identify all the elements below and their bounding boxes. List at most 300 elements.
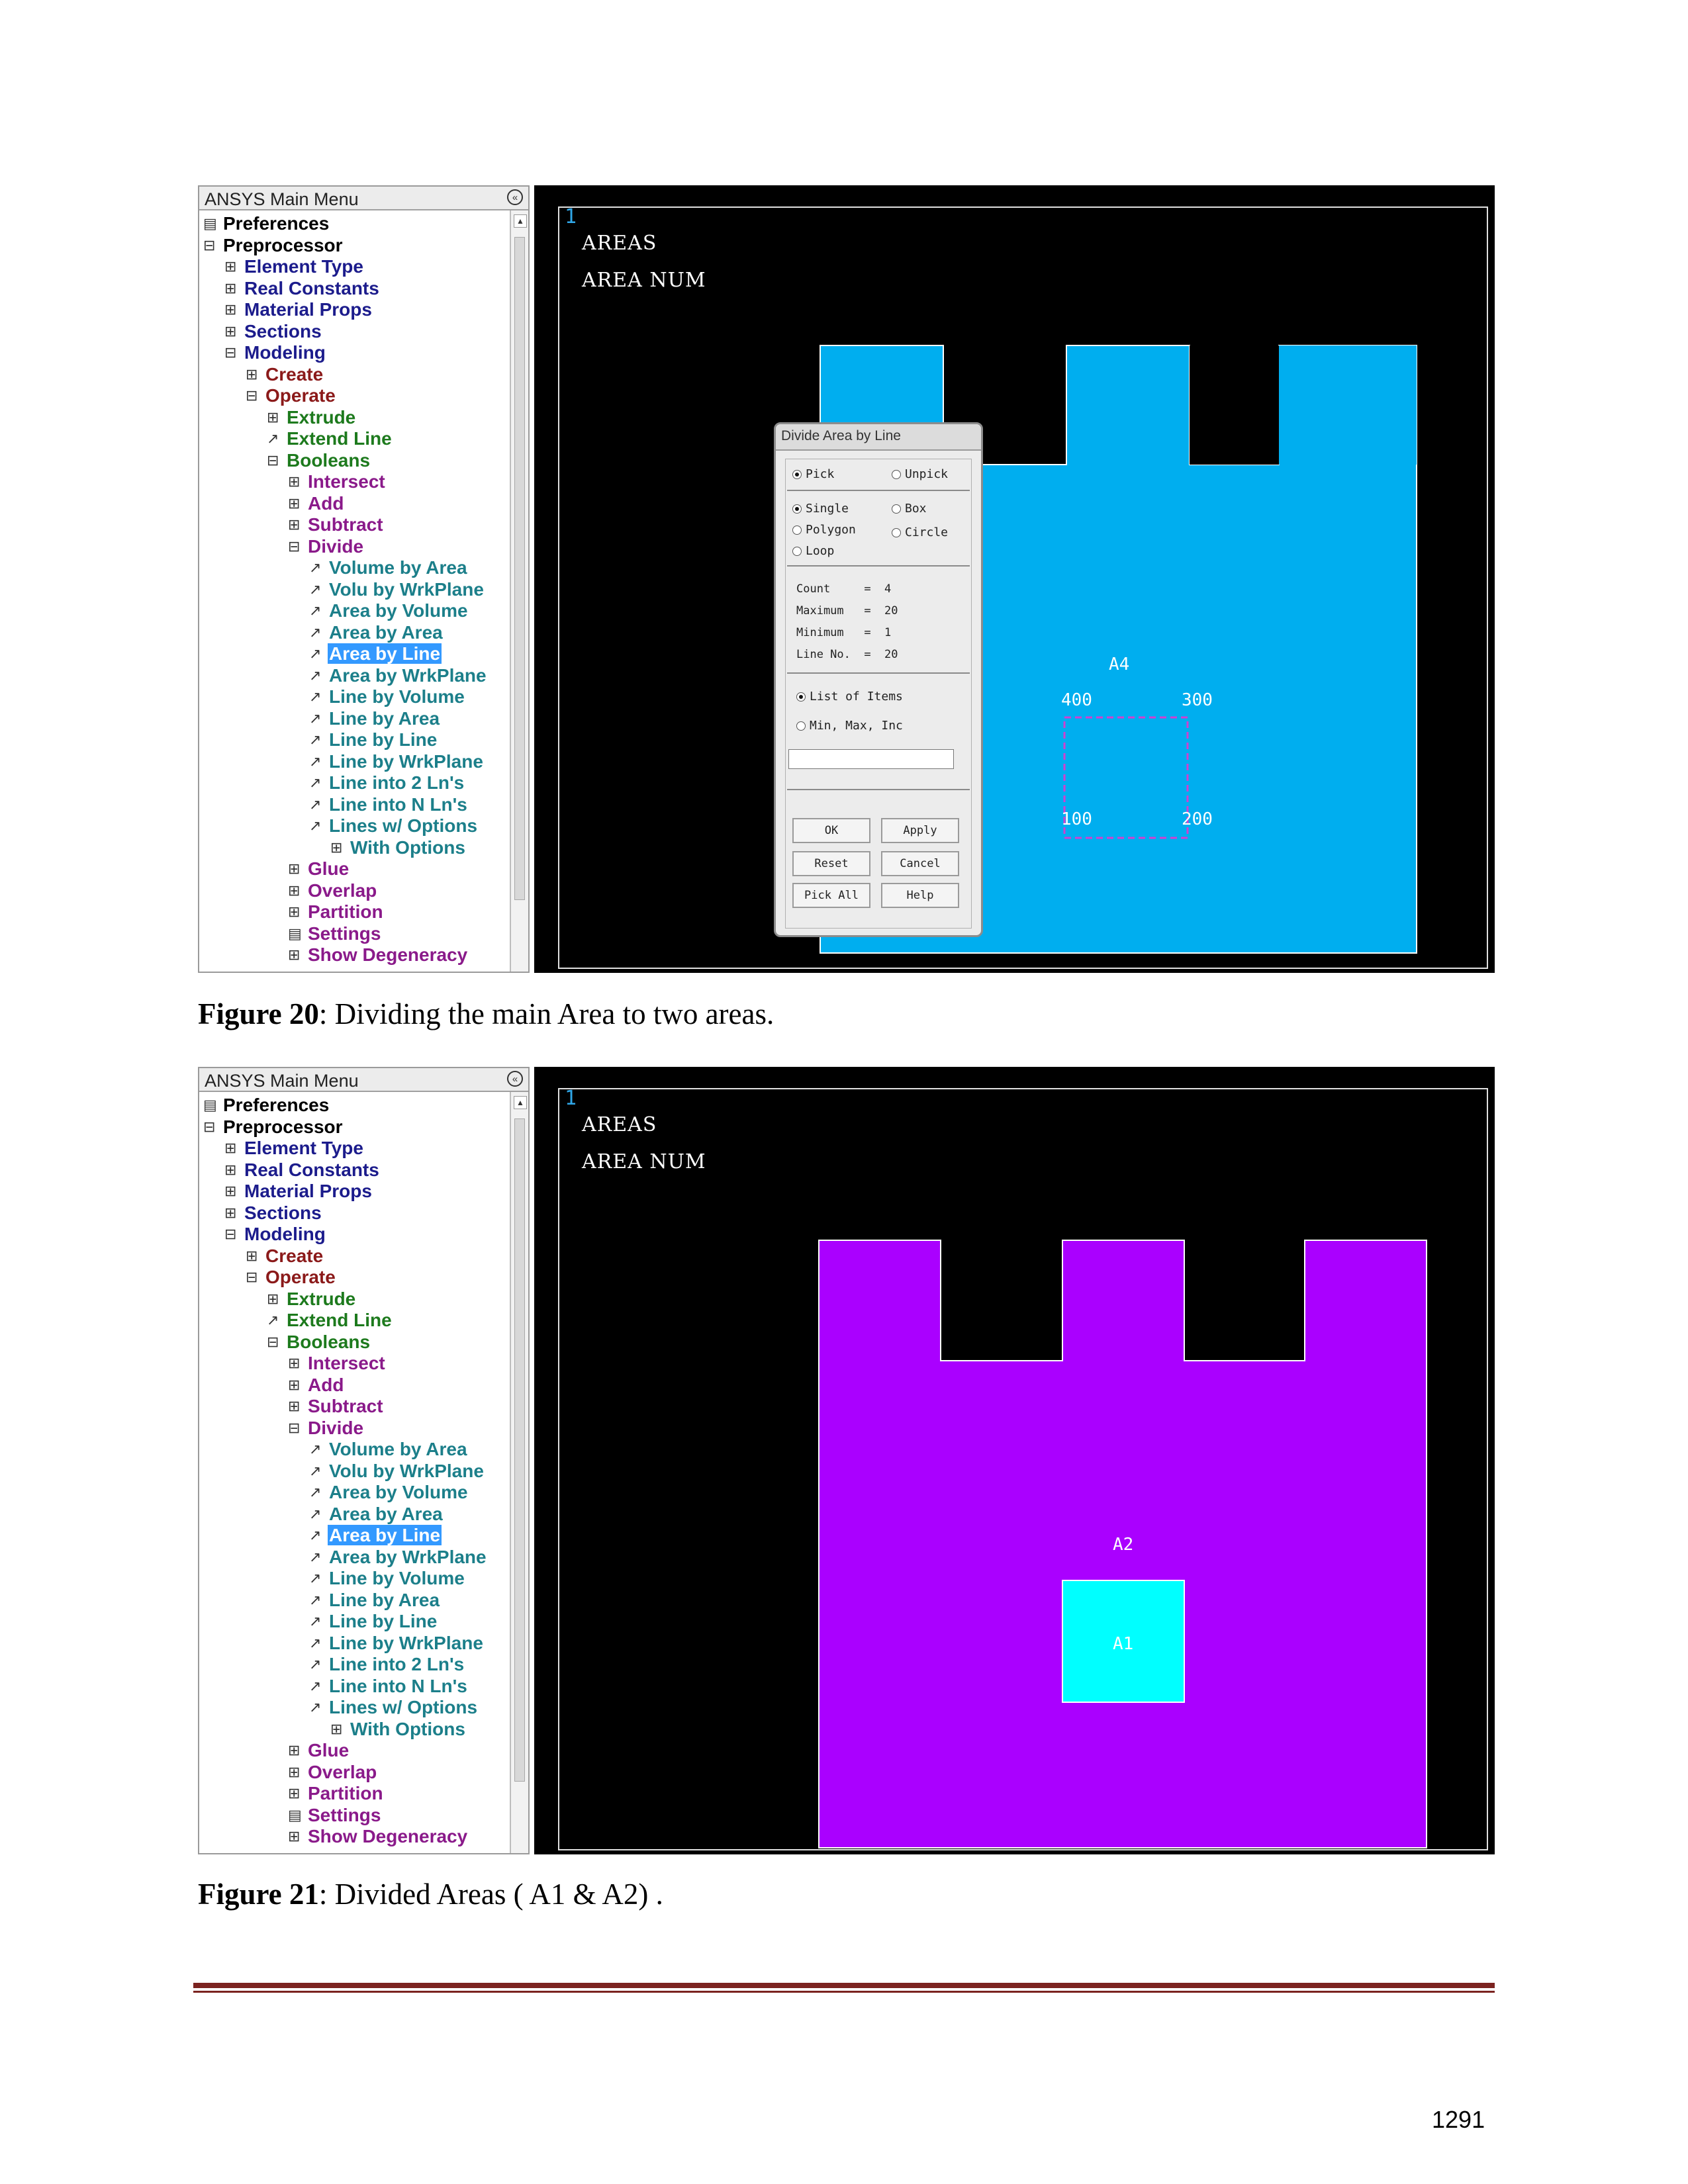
menu-item[interactable] [267,450,371,471]
menu-item[interactable] [288,1375,345,1396]
menu-item-label: Booleans [287,449,371,471]
expand-node-icon: ⊞ [288,494,301,512]
menu-item-label: Line into N Ln's [329,1675,467,1696]
menu-item[interactable] [267,407,357,428]
action-arrow-icon: ↗ [309,731,322,748]
area-plot [534,1067,1495,1854]
caption-text: : Divided Areas ( A1 & A2) . [318,1878,663,1911]
unpick-label: Unpick [905,467,949,481]
expand-node-icon: ⊞ [330,1720,343,1737]
area-plot [534,185,1495,973]
menu-item-label: Real Constants [244,1159,379,1180]
line-number-value: Line No. = 20 [796,648,898,661]
collapse-icon[interactable]: « [507,1071,523,1087]
menu-item[interactable] [309,643,442,664]
action-arrow-icon: ↗ [309,796,322,813]
menu-item-label: Extrude [287,1288,356,1309]
expand-node-icon: ⊞ [224,258,237,275]
scroll-thumb[interactable] [514,1118,525,1782]
expand-node-icon: ⊞ [246,365,258,383]
menu-item[interactable] [288,944,469,966]
menu-item[interactable] [203,213,330,234]
menu-item-label: Show Degeneracy [308,944,468,965]
menu-item-label: Line into 2 Ln's [329,772,465,793]
figure-21 [198,1067,1495,1854]
keypoint-100: 100 [1061,809,1092,829]
menu-item[interactable] [224,1203,323,1224]
ansys-main-menu [198,185,530,973]
menu-item-label: Line by WrkPlane [329,1632,483,1653]
menu-item[interactable] [224,1138,365,1159]
menu-item[interactable] [309,1461,485,1482]
menu-item[interactable] [309,1633,485,1654]
dialog-title-bar [776,424,981,451]
expand-node-icon: ⊞ [288,860,301,877]
menu-item[interactable] [224,1181,373,1202]
action-arrow-icon: ↗ [309,623,322,641]
dialog-body [785,459,972,929]
menu-item[interactable] [288,1762,378,1783]
menu-item[interactable] [309,1525,442,1546]
menu-item-label: Operate [265,385,336,406]
action-arrow-icon: ↗ [309,774,322,791]
radio-icon [892,528,901,537]
menu-item-label: Preferences [223,1095,330,1115]
menu-item-label: Real Constants [244,277,379,298]
collapse-node-icon: ⊟ [203,1118,216,1135]
expand-node-icon: ⊞ [224,1183,237,1199]
menu-item-label: Add [308,492,344,514]
menu-item-label: Preprocessor [223,234,343,255]
menu-item[interactable] [267,428,393,449]
menu-item[interactable] [224,1224,327,1245]
polygon-label: Polygon [806,523,856,537]
radio-icon [892,470,901,479]
menu-item[interactable] [267,1332,371,1353]
pick-label: Pick [806,467,835,481]
plot-title-area-num: AREA NUM [582,269,706,292]
separator [787,789,970,790]
box-label: Box [905,502,927,516]
menu-title: ANSYS Main Menu [205,189,359,209]
separator [787,490,970,491]
menu-item-label: Line into N Ln's [329,794,467,815]
menu-title: ANSYS Main Menu [205,1071,359,1091]
keypoint-400: 400 [1061,690,1092,710]
action-arrow-icon: ↗ [309,645,322,662]
expand-node-icon: ⊞ [224,1140,237,1156]
divide-area-by-line-dialog [774,422,983,937]
action-arrow-icon: ↗ [309,1656,322,1672]
caption-label: Figure 20 [198,997,319,1030]
minimum-value: Minimum = 1 [796,626,892,639]
action-arrow-icon: ↗ [309,1570,322,1586]
radio-icon [792,547,802,556]
menu-item-label: Overlap [308,1761,377,1782]
menu-item[interactable] [288,1740,350,1761]
menu-item-label: Partition [308,901,383,922]
menu-item-label: Settings [308,923,381,944]
menu-item[interactable] [288,923,382,944]
menu-item[interactable] [309,1611,438,1632]
ansys-main-menu [198,1067,530,1854]
list-of-items-label: List of Items [810,690,903,704]
dialog-icon: ▤ [288,1806,302,1823]
dialog-title: Divide Area by Line [781,428,901,443]
menu-item[interactable] [288,471,387,492]
radio-icon [892,504,901,514]
menu-item-label: Area by Area [329,621,443,643]
menu-item-label: Lines w/ Options [329,815,478,836]
dialog-icon: ▤ [203,1097,217,1113]
menu-item-label: Area by WrkPlane [329,1546,487,1567]
page-number: 1291 [1432,2106,1485,2133]
expand-node-icon: ⊞ [288,473,301,490]
menu-item[interactable] [309,665,488,686]
loop-radio[interactable] [792,544,834,558]
menu-item-label: Area by WrkPlane [329,664,487,686]
menu-item-label: Material Props [244,299,372,320]
scroll-up-icon[interactable]: ▲ [514,1096,527,1109]
expand-node-icon: ⊞ [224,1204,237,1221]
expand-node-icon: ⊞ [267,408,279,426]
expand-node-icon: ⊞ [288,1355,301,1371]
collapse-icon[interactable]: « [507,189,523,205]
radio-selected-icon [796,692,806,702]
action-arrow-icon: ↗ [309,1441,322,1457]
single-radio[interactable] [792,502,849,516]
menu-item[interactable] [309,1482,469,1503]
menu-item[interactable] [288,1805,382,1826]
menu-item[interactable] [224,321,323,342]
menu-item-label: Operate [265,1267,336,1287]
menu-item[interactable] [288,1783,385,1804]
menu-item[interactable] [267,1310,393,1331]
expand-node-icon: ⊞ [267,1290,279,1307]
menu-item[interactable] [224,299,373,320]
menu-item-label: Volume by Area [329,557,467,578]
expand-node-icon: ⊞ [246,1247,258,1264]
plot-title-areas: AREAS [582,232,657,255]
menu-item[interactable] [203,1116,344,1138]
menu-item-label: Material Props [244,1181,372,1201]
menu-item-label: With Options [350,1718,465,1739]
expand-node-icon: ⊞ [224,279,237,296]
graphics-window[interactable] [534,185,1495,973]
menu-item[interactable] [224,342,327,363]
menu-item-label: Overlap [308,880,377,901]
menu-scrollbar[interactable] [510,210,528,973]
menu-item-label: Volu by WrkPlane [329,1460,484,1481]
menu-item[interactable] [309,1568,466,1589]
menu-item[interactable] [203,235,344,256]
action-arrow-icon: ↗ [309,688,322,705]
menu-item-label: Lines w/ Options [329,1697,478,1717]
action-arrow-icon: ↗ [309,1634,322,1651]
menu-item-label: Settings [308,1804,381,1825]
dialog-icon: ▤ [288,925,302,942]
collapse-node-icon: ⊟ [267,451,279,469]
menu-item[interactable] [309,708,441,729]
pick-entry-field[interactable] [788,749,954,769]
collapse-node-icon: ⊟ [246,1269,258,1285]
menu-item[interactable] [309,686,466,707]
action-arrow-icon: ↗ [309,709,322,727]
menu-item[interactable] [288,536,365,557]
separator [787,565,970,567]
menu-item-label: Extend Line [287,428,392,449]
menu-item-label: Area by Line [329,1525,441,1545]
menu-item-label: Partition [308,1783,383,1803]
action-arrow-icon: ↗ [309,1677,322,1694]
pick-all-button[interactable]: Pick All [792,883,870,908]
menu-item-label: Glue [308,1740,350,1760]
menu-item-label: Area by Volume [329,1482,468,1502]
menu-item[interactable] [246,1246,324,1267]
menu-item-label: Volu by WrkPlane [329,578,484,600]
menu-item[interactable] [246,364,324,385]
menu-item[interactable] [309,1439,469,1460]
menu-title-bar [199,1068,528,1092]
collapse-node-icon: ⊟ [224,1226,237,1242]
menu-item-label: Volume by Area [329,1439,467,1459]
action-arrow-icon: ↗ [267,1312,279,1328]
window-number: 1 [565,1087,577,1110]
menu-item-label: Create [265,1245,324,1266]
area-label-a2: A2 [1113,1535,1134,1555]
menu-item-label: Sections [244,1202,322,1223]
action-arrow-icon: ↗ [309,1591,322,1608]
plot-title-areas: AREAS [582,1113,657,1136]
menu-item[interactable] [246,385,337,406]
menu-item-label: Create [265,363,324,385]
keypoint-300: 300 [1182,690,1213,710]
area-label-a1: A1 [1113,1634,1134,1654]
unpick-radio[interactable] [892,467,948,481]
figure-21-caption [198,1877,663,1911]
menu-item-label: With Options [350,837,465,858]
menu-item-label: Line by Volume [329,1568,465,1588]
window-number: 1 [565,205,577,228]
action-arrow-icon: ↗ [309,1484,322,1500]
radio-icon [792,525,802,535]
polygon-radio[interactable] [792,523,856,537]
menu-item-label: Glue [308,858,350,879]
expand-node-icon: ⊞ [224,1161,237,1178]
expand-node-icon: ⊞ [288,903,301,920]
footer-rule-thin [193,1991,1495,1993]
action-arrow-icon: ↗ [309,817,322,834]
menu-item[interactable] [330,1719,467,1740]
menu-item-label: Preprocessor [223,1116,343,1137]
menu-item[interactable] [288,1396,385,1417]
menu-item[interactable] [288,1826,469,1847]
menu-item-label: Line by Line [329,1611,438,1631]
area-label-a4: A4 [1109,655,1130,674]
expand-node-icon: ⊞ [288,1398,301,1414]
menu-item[interactable] [288,1353,387,1374]
menu-item[interactable] [309,600,469,621]
expand-node-icon: ⊞ [288,882,301,899]
menu-item[interactable] [309,751,485,772]
ok-button[interactable]: OK [792,818,870,843]
separator [787,672,970,674]
menu-item[interactable] [309,579,485,600]
action-arrow-icon: ↗ [309,559,322,576]
reset-button[interactable]: Reset [792,851,870,876]
menu-item[interactable] [309,772,465,794]
menu-item-label: Modeling [244,1224,326,1244]
menu-item[interactable] [309,1697,479,1718]
count-value: Count = 4 [796,582,892,596]
menu-item[interactable] [288,514,385,535]
menu-item-label: Line by WrkPlane [329,751,483,772]
menu-item-label: Modeling [244,342,326,363]
menu-item-label: Preferences [223,213,330,234]
collapse-node-icon: ⊟ [267,1333,279,1350]
expand-node-icon: ⊞ [288,1785,301,1801]
scroll-thumb[interactable] [514,237,525,900]
plot-title-area-num: AREA NUM [582,1150,706,1173]
expand-node-icon: ⊞ [288,516,301,533]
action-arrow-icon: ↗ [267,430,279,447]
scroll-up-icon[interactable]: ▲ [514,214,527,228]
circle-radio[interactable] [892,525,948,539]
menu-item[interactable] [309,1504,444,1525]
menu-item-label: Line by Volume [329,686,465,707]
radio-icon [796,721,806,731]
menu-item-label: Divide [308,535,364,557]
cancel-button[interactable]: Cancel [881,851,959,876]
pick-radio[interactable] [792,467,834,481]
action-arrow-icon: ↗ [309,1613,322,1629]
menu-item-label: Extend Line [287,1310,392,1330]
caption-text: : Dividing the main Area to two areas. [318,997,774,1030]
menu-item-label: Subtract [308,514,383,535]
menu-item[interactable] [288,493,345,514]
menu-item[interactable] [309,815,479,837]
collapse-node-icon: ⊟ [203,236,216,253]
menu-item-label: Element Type [244,1138,363,1158]
collapse-node-icon: ⊟ [224,344,237,361]
menu-item[interactable] [309,622,444,643]
expand-node-icon: ⊞ [330,839,343,856]
single-label: Single [806,502,849,516]
menu-item-label: Booleans [287,1331,371,1352]
menu-item[interactable] [288,1418,365,1439]
radio-selected-icon [792,470,802,479]
menu-item-label: Extrude [287,406,356,428]
radio-selected-icon [792,504,802,514]
menu-item-label: Divide [308,1417,364,1438]
action-arrow-icon: ↗ [309,602,322,619]
menu-scrollbar[interactable] [510,1092,528,1854]
menu-item[interactable] [224,256,365,277]
expand-node-icon: ⊞ [288,1742,301,1758]
action-arrow-icon: ↗ [309,1505,322,1522]
menu-item-label: Add [308,1374,344,1395]
menu-item[interactable] [309,729,438,751]
menu-item[interactable] [309,794,469,815]
menu-item[interactable] [288,901,385,923]
menu-item[interactable] [246,1267,337,1288]
collapse-node-icon: ⊟ [288,537,301,555]
expand-node-icon: ⊞ [224,322,237,340]
min-max-inc-radio[interactable] [796,719,903,733]
menu-item-label: Area by Volume [329,600,468,621]
figure-20 [198,185,1495,973]
box-radio[interactable] [892,502,927,516]
help-button[interactable]: Help [881,883,959,908]
menu-item[interactable] [203,1095,330,1116]
menu-item-label: Element Type [244,256,363,277]
menu-item[interactable] [309,557,469,578]
maximum-value: Maximum = 20 [796,604,898,617]
caption-label: Figure 21 [198,1878,319,1911]
action-arrow-icon: ↗ [309,580,322,598]
menu-item-label: Area by Line [329,643,441,664]
menu-item[interactable] [309,1654,465,1675]
menu-item-label: Line into 2 Ln's [329,1654,465,1674]
collapse-node-icon: ⊟ [288,1419,301,1436]
action-arrow-icon: ↗ [309,1462,322,1479]
menu-item[interactable] [309,1547,488,1568]
expand-node-icon: ⊞ [224,301,237,318]
menu-item[interactable] [288,880,378,901]
graphics-window[interactable] [534,1067,1495,1854]
menu-item-label: Show Degeneracy [308,1826,468,1846]
list-of-items-radio[interactable] [796,690,903,704]
collapse-node-icon: ⊟ [246,387,258,404]
castle-notch-fix [1190,345,1279,465]
menu-item-label: Area by Area [329,1503,443,1524]
expand-node-icon: ⊞ [288,1828,301,1844]
menu-item[interactable] [330,837,467,858]
expand-node-icon: ⊞ [288,946,301,963]
menu-item-label: Line by Area [329,1589,440,1610]
loop-label: Loop [806,544,835,558]
figure-20-caption [198,997,774,1031]
action-arrow-icon: ↗ [309,1699,322,1715]
expand-node-icon: ⊞ [288,1376,301,1393]
footer-rule [193,1983,1495,1988]
area-a4-right-tower [1279,345,1417,465]
menu-item-label: Sections [244,320,322,341]
menu-title-bar [199,187,528,210]
circle-label: Circle [905,525,949,539]
apply-button[interactable]: Apply [881,818,959,843]
action-arrow-icon: ↗ [309,666,322,684]
min-max-inc-label: Min, Max, Inc [810,719,903,733]
menu-item[interactable] [224,1160,381,1181]
action-arrow-icon: ↗ [309,752,322,770]
action-arrow-icon: ↗ [309,1548,322,1565]
menu-item-label: Subtract [308,1396,383,1416]
menu-item[interactable] [309,1590,441,1611]
menu-item[interactable] [288,858,350,880]
menu-item[interactable] [267,1289,357,1310]
action-arrow-icon: ↗ [309,1527,322,1543]
keypoint-200: 200 [1182,809,1213,829]
menu-item[interactable] [224,278,381,299]
menu-item-label: Line by Line [329,729,438,750]
menu-item-label: Line by Area [329,707,440,729]
expand-node-icon: ⊞ [288,1763,301,1780]
dialog-icon: ▤ [203,215,217,232]
menu-item-label: Intersect [308,471,385,492]
menu-item-label: Intersect [308,1353,385,1373]
menu-item[interactable] [309,1676,469,1697]
